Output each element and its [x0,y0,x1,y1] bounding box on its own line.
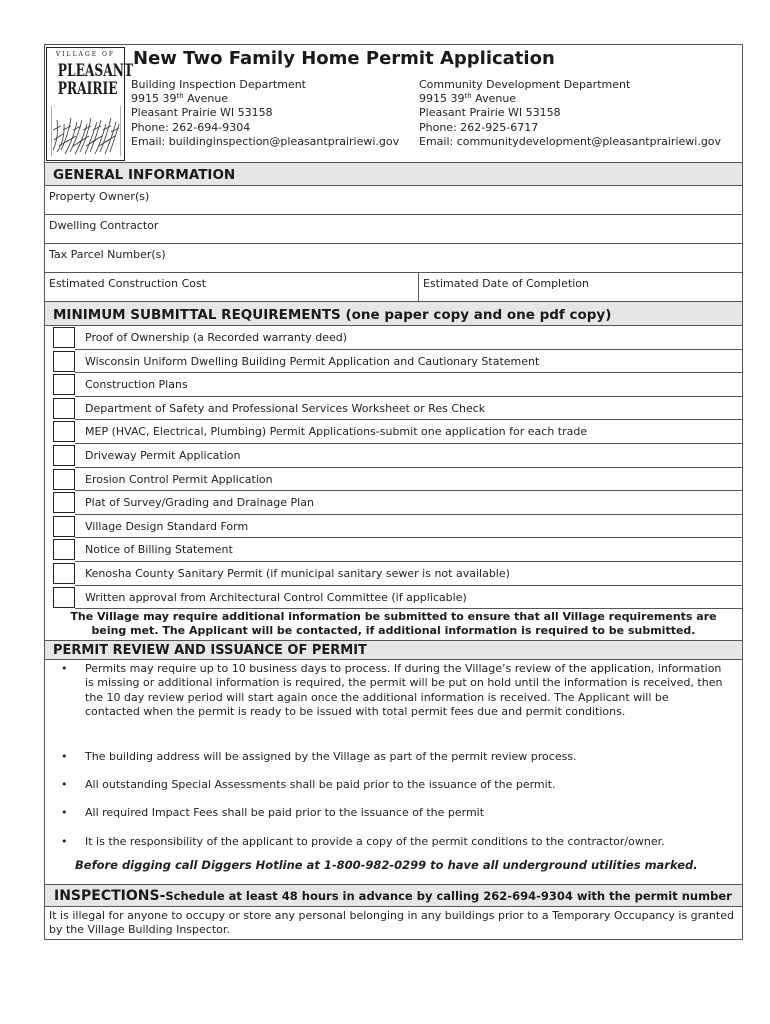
property-owner-label: Property Owner(s) [49,190,150,203]
village-logo [46,47,134,161]
bullet-dot-icon: • [61,662,68,676]
building-dept-city: Pleasant Prairie WI 53158 [131,106,273,120]
est-date-field[interactable] [419,273,589,301]
requirement-label: Kenosha County Sanitary Permit (if municipal sanitary sewer is not available) [85,566,510,580]
estimates-row [44,273,743,302]
requirement-label: Plat of Survey/Grading and Drainage Plan [85,496,314,510]
requirement-label: MEP (HVAC, Electrical, Plumbing) Permit Applications-submit one application for each trade [85,425,588,439]
permit-form [44,44,743,940]
property-owner-field[interactable] [44,186,743,215]
requirement-checkbox[interactable] [53,374,75,395]
building-dept-phone: Phone: 262-694-9304 [131,120,251,134]
diggers-hotline-notice: Before digging call Diggers Hotline at 1-800-982-0299 to have all underground utilities marked. [75,858,698,873]
logo-line-2: PRAIRIE [57,79,118,99]
requirement-checkbox[interactable] [53,492,75,513]
notice-line-2: being met. The Applicant will be contacted, if additional information is required to be submitted. [91,624,696,638]
permit-review-body [44,660,743,884]
requirement-checkbox[interactable] [53,587,75,608]
additional-info-notice [44,609,743,640]
requirement-row [45,468,742,492]
requirement-divider [75,608,742,609]
review-bullet-text: Permits may require up to 10 business days to process. If during the Village’s review of the application, information is missing or additional information is required, the permit will be put on hold until the information is received, then the 10 day review period will start again once the additional information is received. The Applicant will be contacted when the permit is ready to be issued with total permit fees due and permit conditions. [85,662,723,718]
requirement-checkbox[interactable] [53,563,75,584]
requirement-label: Construction Plans [85,378,188,392]
community-dept-name: Community Development Department [419,78,631,91]
logo-village-text: VILLAGE OF [55,51,116,58]
est-cost-field[interactable] [45,273,419,301]
general-info-header: GENERAL INFORMATION [44,162,743,186]
tax-parcel-label: Tax Parcel Number(s) [49,248,166,261]
requirement-row [45,373,742,397]
bullet-dot-icon: • [61,750,68,764]
dwelling-contractor-field[interactable] [44,215,743,244]
inspections-header [44,884,743,907]
building-dept-info [131,78,399,149]
requirement-checkbox[interactable] [53,469,75,490]
review-bullet-text: The building address will be assigned by the Village as part of the permit review process. [85,750,577,764]
requirement-checkbox[interactable] [53,327,75,348]
bullet-dot-icon: • [61,835,68,849]
inspections-body: It is illegal for anyone to occupy or store any personal belonging in any buildings prior to a Temporary Occupancy is granted by the Village Building Inspector. [44,907,743,940]
requirement-checkbox[interactable] [53,445,75,466]
form-header [44,44,743,162]
requirement-label: Written approval from Architectural Control Committee (if applicable) [85,590,467,604]
community-dept-city: Pleasant Prairie WI 53158 [419,106,561,120]
bullet-dot-icon: • [61,778,68,792]
est-cost-label: Estimated Construction Cost [49,277,207,290]
community-dept-phone: Phone: 262-925-6717 [419,120,539,134]
requirement-row [45,515,742,539]
prairie-grass-icon [51,100,121,156]
review-bullet-text: It is the responsibility of the applicant to provide a copy of the permit conditions to the contractor/owner. [85,835,665,849]
requirement-row [45,420,742,444]
requirement-row [45,562,742,586]
requirement-checkbox[interactable] [53,539,75,560]
building-dept-email: Email: buildinginspection@pleasantprairiewi.gov [131,134,400,148]
minimum-requirements-header: MINIMUM SUBMITTAL REQUIREMENTS (one paper copy and one pdf copy) [44,302,743,326]
requirement-row [45,397,742,421]
dwelling-contractor-label: Dwelling Contractor [49,219,159,232]
requirement-label: Notice of Billing Statement [85,543,233,557]
review-bullet-text: All outstanding Special Assessments shall be paid prior to the issuance of the permit. [85,778,556,792]
requirement-label: Proof of Ownership (a Recorded warranty deed) [85,331,347,344]
requirement-row [45,586,742,610]
requirement-label: Wisconsin Uniform Dwelling Building Permit Application and Cautionary Statement [85,354,540,368]
inspections-title: INSPECTIONS- [54,888,166,905]
inspections-schedule: Schedule at least 48 hours in advance by calling 262-694-9304 with the permit number [165,889,732,904]
bullet-dot-icon: • [61,806,68,820]
tax-parcel-field[interactable] [44,244,743,273]
building-dept-address: 9915 39th Avenue [131,92,229,106]
community-dept-email: Email: communitydevelopment@pleasantprairiewi.gov [419,134,722,148]
requirement-row [45,326,742,350]
requirements-list [44,326,743,609]
requirement-row [45,491,742,515]
requirement-checkbox[interactable] [53,351,75,372]
requirement-checkbox[interactable] [53,398,75,419]
logo-line-1: PLEASANT [57,61,134,81]
requirement-label: Village Design Standard Form [85,519,249,533]
requirement-label: Driveway Permit Application [85,448,241,462]
requirement-checkbox[interactable] [53,421,75,442]
notice-line-1: The Village may require additional information be submitted to ensure that all Village requirements are [70,610,717,624]
permit-review-header: PERMIT REVIEW AND ISSUANCE OF PERMIT [44,640,743,660]
requirement-checkbox[interactable] [53,516,75,537]
requirement-row [45,538,742,562]
requirement-label: Department of Safety and Professional Services Worksheet or Res Check [85,401,486,415]
review-bullet-text: All required Impact Fees shall be paid prior to the issuance of the permit [85,806,485,820]
requirement-label: Erosion Control Permit Application [85,472,273,486]
community-dept-info [419,78,721,149]
est-date-label: Estimated Date of Completion [423,277,589,290]
page-title: New Two Family Home Permit Application [133,48,555,69]
requirement-row [45,444,742,468]
community-dept-address: 9915 39th Avenue [419,92,517,106]
requirement-row [45,350,742,374]
building-dept-name: Building Inspection Department [131,78,306,91]
